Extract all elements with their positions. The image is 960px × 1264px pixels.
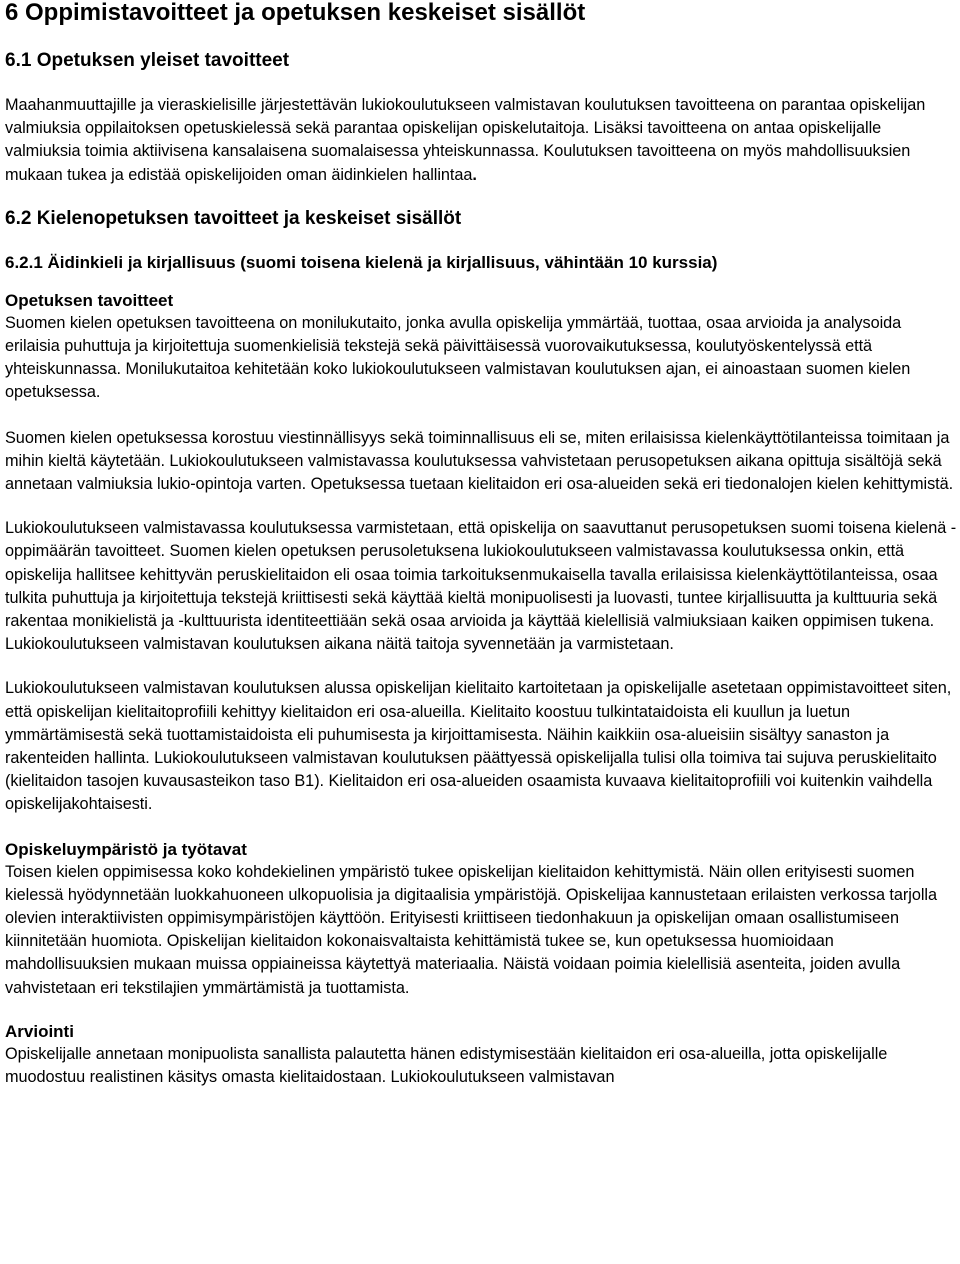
chapter-heading: 6 Oppimistavoitteet ja opetuksen keskeiset sisällöt [5, 0, 586, 26]
environment-paragraph: Toisen kielen oppimisessa koko kohdekielinen ympäristö tukee opiskelijan kielitaidon kehittymistä. Näin ollen erityisesti suomen kielessä hyödynnetään luokkahuoneen ulkopuolisia ja digitaalisia ympäristöjä. Opiskelijaa kannustetaan erilaisten verkossa tarjolla olevien interaktiivisten oppimisympäristöjen käyttöön. Erityisesti kriittiseen tiedonhakuun ja opiskelijan omaan osallistumiseen kiinnitetään huomiota. Opiskelijan kielitaidon kokonaisvaltaista kehittämistä tukee se, kun opetuksessa huomioidaan mahdollisuuksien mukaan muissa oppiaineissa käytettyä materiaalia. Näistä voidaan poimia kielellisiä asenteita, joiden avulla vahvistetaan eri tekstilajien ymmärtämistä ja tuottamista. [5, 862, 937, 997]
environment-heading: Opiskeluympäristö ja työtavat [5, 839, 247, 859]
paragraph-general-goals-text: Maahanmuuttajille ja vieraskielisille järjestettävän lukiokoulutukseen valmistavan koulutuksen tavoitteena on parantaa opiskelijan valmiuksia oppilaitoksen opetuskielessä sekä parantaa opiskelijan opiskelutaitoja. Lisäksi tavoitteena on antaa opiskelijalle valmiuksia toimia aktiivisena kansalaisena suomalaisessa yhteiskunnassa. Koulutuksen tavoitteena on myös mahdollisuuksien mukaan tukea ja edistää opiskelijoiden oman äidinkielen hallintaa [5, 96, 926, 184]
goals-paragraph-3: Lukiokoulutukseen valmistavassa koulutuksessa varmistetaan, että opiskelija on saavuttanut perusopetuksen suomi toisena kielenä -oppimäärän tavoitteet. Suomen kielen opetuksen perusoletuksena lukiokoulutukseen valmistavassa koulutuksessa onkin, että opiskelija hallitsee kehittyvän peruskielitaidon eli osaa toimia tarkoituksenmukaisella tavalla erilaisissa kielenkäyttötilanteissa, osaa tulkita puhuttuja ja kirjoitettuja tekstejä kriittisesti sekä käyttää kieltä monipuolisesti ja luovasti, tuntee kirjallisuutta ja kulttuuria sekä rakentaa monikielistä ja -kulttuurista identiteettiään sekä osaa arvioida ja käyttää kielellisiä valmiuksiaan kaiken oppimisen tukena. Lukiokoulutukseen valmistavan koulutuksen aikana näitä taitoja syvennetään ja varmistetaan. [5, 519, 957, 654]
document-page [5, 0, 957, 1089]
paragraph-general-goals [5, 94, 957, 187]
goals-paragraph-2: Suomen kielen opetuksessa korostuu viestinnällisyys sekä toiminnallisuus eli se, miten erilaisissa kielenkäyttötilanteissa toimitaan ja mihin kieltä käytetään. Lukiokoulutukseen valmistavassa koulutuksessa vahvistetaan perusopetuksen aikana opittuja sisältöjä sekä annetaan valmiuksia lukio-opintoja varten. Opetuksessa tuetaan kielitaidon eri osa-alueiden sekä eri tiedonalojen kielen kehittymistä. [5, 428, 954, 494]
paragraph-general-goals-period: . [472, 165, 477, 184]
section-heading-6-2: 6.2 Kielenopetuksen tavoitteet ja keskeiset sisällöt [5, 207, 462, 229]
assessment-paragraph: Opiskelijalle annetaan monipuolista sanallista palautetta hänen edistymisestään kielitaidon eri osa-alueilla, jotta opiskelijalle muodostuu realistinen käsitys omasta kielitaidostaan. Lukiokoulutukseen valmistavan [5, 1044, 888, 1087]
goals-paragraph-1: Suomen kielen opetuksen tavoitteena on monilukutaito, jonka avulla opiskelija ymmärtää, tuottaa, osaa arvioida ja analysoida erilaisia puhuttuja ja kirjoitettuja suomenkielisiä tekstejä sekä päivittäisessä vuorovaikutuksessa, koulutyöskentelyssä että yhteiskunnassa. Monilukutaitoa kehitetään koko lukiokoulutukseen valmistavan koulutuksen ajan, ei ainoastaan suomen kielen opetuksessa. [5, 313, 911, 402]
subsection-heading-6-2-1: 6.2.1 Äidinkieli ja kirjallisuus (suomi toisena kielenä ja kirjallisuus, vähintään 10 kurssia) [5, 252, 718, 272]
goals-heading: Opetuksen tavoitteet [5, 290, 174, 310]
goals-paragraph-4: Lukiokoulutukseen valmistavan koulutuksen alussa opiskelijan kielitaito kartoitetaan ja opiskelijalle asetetaan oppimistavoitteet siten, että opiskelijan kielitaitoprofiili kehittyy kielitaidon eri osa-alueilla. Kielitaito koostuu tulkintataidoista eli kuullun ja luetun ymmärtämisestä sekä tuottamistaidoista eli puhumisesta ja kirjoittamisesta. Näihin kaikkiin osa-alueisiin sisältyy sanaston ja rakenteiden hallinta. Lukiokoulutukseen valmistavan koulutuksen päättyessä opiskelijalla tulisi olla toimiva tai sujuva peruskielitaito (kielitaidon tasojen kuvausasteikon taso B1). Kielitaidon eri osa-alueiden osaamista kuvaava kielitaitoprofiili voi kuitenkin vaihdella opiskelijakohtaisesti. [5, 679, 952, 814]
section-heading-6-1: 6.1 Opetuksen yleiset tavoitteet [5, 50, 290, 71]
assessment-heading: Arviointi [5, 1021, 74, 1041]
